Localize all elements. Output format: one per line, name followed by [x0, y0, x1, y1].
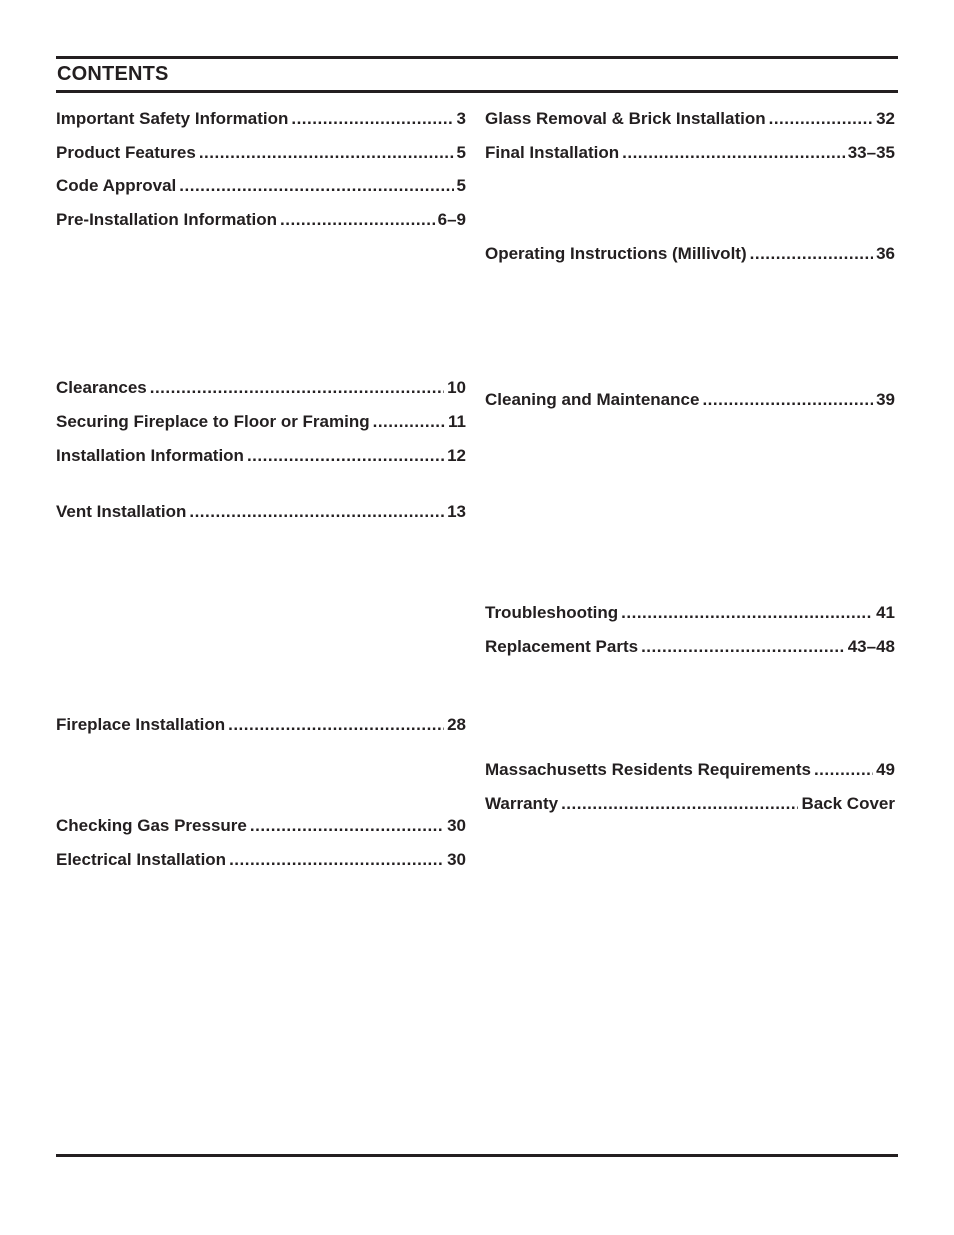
toc-entry-electrical-installation[interactable] — [56, 849, 466, 871]
dot-leader — [228, 714, 444, 736]
dot-leader — [621, 602, 873, 624]
toc-entry-operating-instructions[interactable] — [485, 243, 895, 265]
toc-entry-title: Pre-Installation Information — [56, 210, 278, 229]
toc-entry-title: Replacement Parts — [485, 637, 639, 656]
toc-entry-massachusetts-requirements[interactable] — [485, 759, 895, 781]
toc-entry-title: Securing Fireplace to Floor or Framing — [56, 412, 370, 431]
dot-leader — [150, 377, 444, 399]
toc-entry-title: Checking Gas Pressure — [56, 816, 247, 835]
toc-entry-page: 6–9 — [437, 210, 466, 229]
toc-entry-page: 33–35 — [847, 143, 895, 162]
dot-leader — [622, 142, 845, 164]
toc-entry-clearances[interactable] — [56, 377, 466, 399]
dot-leader — [189, 501, 444, 523]
toc-entry-vent-installation[interactable] — [56, 501, 466, 523]
toc-entry-page: 41 — [876, 603, 895, 622]
dot-leader — [291, 108, 453, 130]
toc-entry-page: 30 — [447, 850, 466, 869]
dot-leader — [750, 243, 873, 265]
toc-entry-checking-gas-pressure[interactable] — [56, 815, 466, 837]
toc-entry-title: Electrical Installation — [56, 850, 227, 869]
top-rule — [56, 56, 898, 59]
toc-entry-title: Glass Removal & Brick Installation — [485, 109, 766, 128]
toc-entry-title: Code Approval — [56, 176, 177, 195]
toc-entry-title: Final Installation — [485, 143, 620, 162]
toc-entry-title: Clearances — [56, 378, 147, 397]
toc-entry-page: 43–48 — [847, 637, 895, 656]
dot-leader — [229, 849, 444, 871]
toc-entry-product-features[interactable] — [56, 142, 466, 164]
toc-entry-title: Operating Instructions (Millivolt) — [485, 244, 747, 263]
toc-entry-final-installation[interactable] — [485, 142, 895, 164]
toc-entry-title: Fireplace Installation — [56, 715, 226, 734]
toc-entry-page: 5 — [456, 176, 466, 195]
toc-entry-replacement-parts[interactable] — [485, 636, 895, 658]
toc-entry-page: 12 — [447, 446, 466, 465]
toc-entry-title: Important Safety Information — [56, 109, 289, 128]
toc-entry-page: 32 — [876, 109, 895, 128]
toc-entry-title: Massachusetts Residents Requirements — [485, 760, 811, 779]
dot-leader — [250, 815, 444, 837]
dot-leader — [373, 411, 445, 433]
dot-leader — [702, 389, 873, 411]
bottom-rule — [56, 1154, 898, 1157]
toc-entry-pre-installation[interactable] — [56, 209, 466, 231]
toc-entry-page: Back Cover — [801, 794, 895, 813]
toc-entry-glass-removal[interactable] — [485, 108, 895, 130]
toc-entry-page: 36 — [876, 244, 895, 263]
toc-entry-cleaning-maintenance[interactable] — [485, 389, 895, 411]
page-title: CONTENTS — [57, 63, 169, 85]
toc-entry-page: 28 — [447, 715, 466, 734]
dot-leader — [769, 108, 873, 130]
toc-entry-title: Installation Information — [56, 446, 244, 465]
toc-entry-page: 39 — [876, 390, 895, 409]
toc-entry-code-approval[interactable] — [56, 175, 466, 197]
dot-leader — [179, 175, 453, 197]
dot-leader — [247, 445, 444, 467]
dot-leader — [280, 209, 435, 231]
toc-entry-page: 13 — [447, 502, 466, 521]
toc-entry-securing-fireplace[interactable] — [56, 411, 466, 433]
heading-rule — [56, 90, 898, 93]
toc-entry-installation-information[interactable] — [56, 445, 466, 467]
toc-entry-safety[interactable] — [56, 108, 466, 130]
toc-entry-page: 10 — [447, 378, 466, 397]
toc-entry-troubleshooting[interactable] — [485, 602, 895, 624]
toc-entry-page: 3 — [456, 109, 466, 128]
toc-entry-page: 5 — [456, 143, 466, 162]
dot-leader — [561, 793, 798, 815]
toc-entry-title: Vent Installation — [56, 502, 187, 521]
toc-entry-page: 49 — [876, 760, 895, 779]
toc-entry-fireplace-installation[interactable] — [56, 714, 466, 736]
toc-entry-warranty[interactable] — [485, 793, 895, 815]
toc-entry-title: Cleaning and Maintenance — [485, 390, 700, 409]
dot-leader — [641, 636, 845, 658]
toc-entry-title: Product Features — [56, 143, 196, 162]
toc-entry-title: Warranty — [485, 794, 559, 813]
dot-leader — [814, 759, 873, 781]
dot-leader — [199, 142, 454, 164]
toc-entry-page: 11 — [448, 412, 466, 431]
toc-entry-title: Troubleshooting — [485, 603, 619, 622]
toc-entry-page: 30 — [447, 816, 466, 835]
